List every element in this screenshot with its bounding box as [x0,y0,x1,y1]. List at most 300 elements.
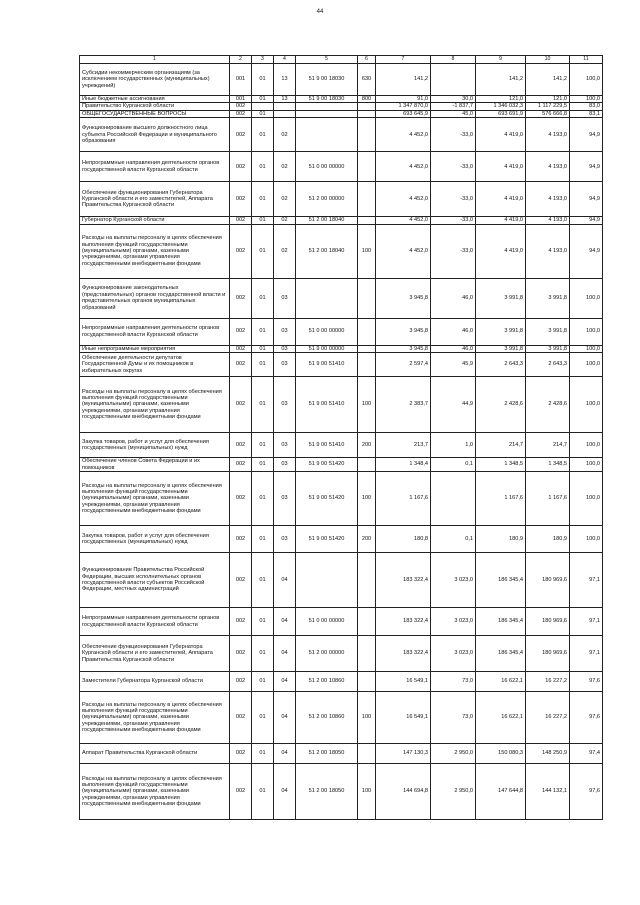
target-article-code: 51 9 00 51420 [296,526,358,553]
row-name: Непрограммные направления деятельности органов государственной власти Курганской области [80,152,230,182]
table-row [80,96,603,103]
executed-amount: 148 250,9 [526,744,570,764]
execution-percent: 100,0 [570,64,603,96]
execution-percent: 100,0 [570,345,603,352]
column-number: 7 [376,56,431,64]
target-article-code: 51 9 00 51410 [296,433,358,458]
table-row [80,152,603,182]
updated-plan: 4 419,0 [476,118,526,152]
subsection-code: 04 [274,608,296,636]
ministry-code: 002 [230,110,252,117]
execution-percent: 83,0 [570,103,603,110]
updated-plan: 4 419,0 [476,217,526,224]
subsection-code: 03 [274,472,296,526]
section-code: 01 [252,526,274,553]
change-amount: 3 023,0 [431,608,476,636]
approved-amount: 213,7 [376,433,431,458]
executed-amount: 1 348,5 [526,458,570,472]
approved-amount: 183 322,4 [376,553,431,608]
updated-plan: 693 691,9 [476,110,526,117]
table-row [80,526,603,553]
change-amount: 3 023,0 [431,636,476,672]
approved-amount: 4 452,0 [376,217,431,224]
row-name: Губернатор Курганской области [80,217,230,224]
updated-plan: 16 622,1 [476,672,526,692]
executed-amount: 180 969,6 [526,608,570,636]
table-row [80,553,603,608]
ministry-code: 002 [230,118,252,152]
section-code: 01 [252,458,274,472]
table-row [80,103,603,110]
ministry-code: 002 [230,182,252,217]
subsection-code: 03 [274,345,296,352]
expense-type-code: 100 [358,377,376,433]
expense-type-code: 200 [358,433,376,458]
expense-type-code [358,217,376,224]
section-code: 01 [252,96,274,103]
section-code: 01 [252,353,274,377]
expense-type-code [358,345,376,352]
column-number: 10 [526,56,570,64]
execution-percent: 83,1 [570,110,603,117]
subsection-code: 03 [274,318,296,345]
updated-plan: 16 622,1 [476,692,526,744]
row-name: Функционирование законодательных (представительных) органов государственной власти и представительных органов муниципальных образований [80,278,230,318]
ministry-code: 002 [230,278,252,318]
executed-amount: 3 991,8 [526,318,570,345]
subsection-code: 03 [274,278,296,318]
execution-percent: 100,0 [570,472,603,526]
section-code: 01 [252,318,274,345]
execution-percent: 97,1 [570,636,603,672]
column-number: 3 [252,56,274,64]
subsection-code [274,110,296,117]
execution-percent: 94,9 [570,182,603,217]
change-amount: 30,0 [431,96,476,103]
ministry-code: 002 [230,744,252,764]
change-amount: 46,0 [431,278,476,318]
target-article-code: 51 2 00 00000 [296,182,358,217]
updated-plan: 3 991,8 [476,278,526,318]
approved-amount: 1 348,4 [376,458,431,472]
execution-percent: 100,0 [570,458,603,472]
approved-amount: 141,2 [376,64,431,96]
row-name: Обеспечение членов Совета Федерации и их помощников [80,458,230,472]
table-row [80,458,603,472]
change-amount: 45,9 [431,353,476,377]
target-article-code: 51 9 00 51420 [296,458,358,472]
subsection-code: 04 [274,744,296,764]
change-amount: 0,1 [431,526,476,553]
execution-percent: 97,6 [570,672,603,692]
expense-type-code: 800 [358,96,376,103]
approved-amount: 2 383,7 [376,377,431,433]
section-code: 01 [252,64,274,96]
updated-plan: 180,9 [476,526,526,553]
target-article-code [296,553,358,608]
approved-amount: 2 597,4 [376,353,431,377]
column-number: 11 [570,56,603,64]
execution-percent: 97,4 [570,744,603,764]
ministry-code: 002 [230,636,252,672]
executed-amount: 16 227,2 [526,692,570,744]
row-name: Расходы на выплаты персоналу в целях обеспечения выполнения функций государственными (муниципальными) органами, казенными учреждениями, органами управления государственными внебюджетными фондами [80,224,230,278]
expense-type-code: 100 [358,764,376,820]
ministry-code: 001 [230,64,252,96]
ministry-code: 002 [230,224,252,278]
target-article-code: 51 0 00 00000 [296,608,358,636]
section-code: 01 [252,764,274,820]
table-row [80,744,603,764]
row-name: Правительство Курганской области [80,103,230,110]
subsection-code: 02 [274,182,296,217]
change-amount: -1 837,7 [431,103,476,110]
execution-percent: 100,0 [570,526,603,553]
budget-execution-table [79,55,603,820]
row-name: Непрограммные направления деятельности органов государственной власти Курганской области [80,608,230,636]
row-name: Закупка товаров, работ и услуг для обеспечения государственных (муниципальных) нужд [80,433,230,458]
target-article-code: 51 2 00 10860 [296,692,358,744]
ministry-code: 001 [230,96,252,103]
expense-type-code [358,553,376,608]
expense-type-code [358,110,376,117]
target-article-code: 51 0 00 00000 [296,318,358,345]
subsection-code: 04 [274,672,296,692]
execution-percent: 94,9 [570,118,603,152]
approved-amount: 1 167,6 [376,472,431,526]
table-row [80,636,603,672]
row-name: Обеспечение функционирования Губернатора Курганской области и его заместителей, Аппарата Правительства Курганской области [80,182,230,217]
section-code: 01 [252,278,274,318]
target-article-code: 51 9 00 18030 [296,96,358,103]
expense-type-code [358,458,376,472]
subsection-code: 02 [274,118,296,152]
subsection-code: 03 [274,377,296,433]
section-code [252,103,274,110]
execution-percent: 97,6 [570,692,603,744]
updated-plan: 150 080,3 [476,744,526,764]
expense-type-code [358,182,376,217]
execution-percent: 97,6 [570,764,603,820]
updated-plan: 186 345,4 [476,608,526,636]
section-code: 01 [252,182,274,217]
executed-amount: 4 193,0 [526,182,570,217]
updated-plan: 4 419,0 [476,224,526,278]
updated-plan: 121,0 [476,96,526,103]
approved-amount: 3 945,8 [376,318,431,345]
ministry-code: 002 [230,672,252,692]
subsection-code: 13 [274,96,296,103]
expense-type-code [358,636,376,672]
table-row [80,608,603,636]
section-code: 01 [252,472,274,526]
execution-percent: 94,9 [570,152,603,182]
change-amount: 73,0 [431,672,476,692]
expense-type-code [358,278,376,318]
execution-percent: 100,0 [570,353,603,377]
updated-plan: 186 345,4 [476,553,526,608]
change-amount: -33,0 [431,118,476,152]
table-row [80,692,603,744]
section-code: 01 [252,224,274,278]
target-article-code [296,103,358,110]
target-article-code: 51 9 00 51410 [296,353,358,377]
subsection-code: 04 [274,764,296,820]
approved-amount: 4 452,0 [376,182,431,217]
change-amount: -33,0 [431,217,476,224]
executed-amount: 180 969,6 [526,553,570,608]
approved-amount: 183 322,4 [376,636,431,672]
change-amount: 0,1 [431,458,476,472]
row-name: Обеспечение деятельности депутатов Государственной Думы и их помощников в избирательных округах [80,353,230,377]
column-number: 1 [80,56,230,64]
expense-type-code [358,152,376,182]
subsection-code: 13 [274,64,296,96]
column-number: 4 [274,56,296,64]
section-code: 01 [252,152,274,182]
target-article-code: 51 2 00 18040 [296,224,358,278]
row-name: Субсидии некоммерческим организациям (за исключением государственных (муниципальных) учреждений) [80,64,230,96]
table-row [80,217,603,224]
section-code: 01 [252,110,274,117]
ministry-code: 002 [230,553,252,608]
table-row [80,377,603,433]
execution-percent: 94,9 [570,217,603,224]
executed-amount: 4 193,0 [526,224,570,278]
expense-type-code: 630 [358,64,376,96]
table-row [80,472,603,526]
section-code: 01 [252,608,274,636]
approved-amount: 4 452,0 [376,118,431,152]
subsection-code: 04 [274,553,296,608]
expense-type-code [358,672,376,692]
expense-type-code: 100 [358,472,376,526]
column-number-header [80,56,603,64]
executed-amount: 144 132,1 [526,764,570,820]
table-row [80,182,603,217]
row-name: ОБЩЕГОСУДАРСТВЕННЫЕ ВОПРОСЫ [80,110,230,117]
executed-amount: 2 428,6 [526,377,570,433]
column-number: 5 [296,56,358,64]
column-number: 8 [431,56,476,64]
approved-amount: 1 347 870,0 [376,103,431,110]
execution-percent: 100,0 [570,318,603,345]
updated-plan: 1 346 032,3 [476,103,526,110]
execution-percent: 94,9 [570,224,603,278]
row-name: Заместители Губернатора Курганской области [80,672,230,692]
change-amount: 45,0 [431,110,476,117]
target-article-code: 51 9 00 18030 [296,64,358,96]
executed-amount: 4 193,0 [526,118,570,152]
change-amount: 3 023,0 [431,553,476,608]
change-amount: -33,0 [431,224,476,278]
target-article-code: 51 9 00 51420 [296,472,358,526]
table-row [80,278,603,318]
subsection-code: 04 [274,692,296,744]
updated-plan: 3 991,8 [476,318,526,345]
ministry-code: 002 [230,433,252,458]
page-number: 44 [316,9,324,15]
row-name: Обеспечение функционирования Губернатора Курганской области и его заместителей, Аппарата Правительства Курганской области [80,636,230,672]
updated-plan: 2 643,3 [476,353,526,377]
change-amount: 1,0 [431,433,476,458]
updated-plan: 4 419,0 [476,152,526,182]
execution-percent: 97,1 [570,608,603,636]
approved-amount: 180,8 [376,526,431,553]
row-name: Расходы на выплаты персоналу в целях обеспечения выполнения функций государственными (муниципальными) органами, казенными учреждениями, органами управления государственными внебюджетными фондами [80,764,230,820]
subsection-code: 03 [274,526,296,553]
approved-amount: 4 452,0 [376,152,431,182]
ministry-code: 002 [230,764,252,820]
approved-amount: 183 322,4 [376,608,431,636]
updated-plan: 1 348,5 [476,458,526,472]
approved-amount: 16 549,1 [376,672,431,692]
expense-type-code: 100 [358,224,376,278]
section-code: 01 [252,433,274,458]
ministry-code: 002 [230,472,252,526]
change-amount: 44,9 [431,377,476,433]
table-row [80,318,603,345]
section-code: 01 [252,118,274,152]
ministry-code: 002 [230,377,252,433]
executed-amount: 141,2 [526,64,570,96]
expense-type-code [358,118,376,152]
change-amount: 46,0 [431,318,476,345]
ministry-code: 002 [230,318,252,345]
expense-type-code: 100 [358,692,376,744]
ministry-code: 002 [230,345,252,352]
approved-amount: 144 694,8 [376,764,431,820]
section-code: 01 [252,744,274,764]
updated-plan: 141,2 [476,64,526,96]
target-article-code: 51 9 00 00000 [296,345,358,352]
executed-amount: 121,0 [526,96,570,103]
subsection-code: 04 [274,636,296,672]
approved-amount: 693 645,9 [376,110,431,117]
section-code: 01 [252,345,274,352]
section-code: 01 [252,377,274,433]
table-row [80,64,603,96]
updated-plan: 186 345,4 [476,636,526,672]
target-article-code: 51 2 00 10860 [296,672,358,692]
change-amount: -33,0 [431,152,476,182]
table-row [80,118,603,152]
expense-type-code [358,318,376,345]
section-code: 01 [252,636,274,672]
execution-percent: 100,0 [570,278,603,318]
ministry-code: 002 [230,152,252,182]
table-row [80,224,603,278]
change-amount [431,472,476,526]
executed-amount: 214,7 [526,433,570,458]
row-name: Закупка товаров, работ и услуг для обеспечения государственных (муниципальных) нужд [80,526,230,553]
executed-amount: 3 991,8 [526,278,570,318]
expense-type-code: 200 [358,526,376,553]
table-row [80,110,603,117]
table-row [80,433,603,458]
row-name: Расходы на выплаты персоналу в целях обеспечения выполнения функций государственными (муниципальными) органами, казенными учреждениями, органами управления государственными внебюджетными фондами [80,377,230,433]
row-name: Функционирование высшего должностного лица субъекта Российской Федерации и муниципального образования [80,118,230,152]
table-row [80,764,603,820]
ministry-code: 002 [230,353,252,377]
subsection-code: 02 [274,217,296,224]
row-name: Иные непрограммные мероприятия [80,345,230,352]
change-amount: 46,0 [431,345,476,352]
target-article-code [296,278,358,318]
expense-type-code [358,608,376,636]
execution-percent: 100,0 [570,96,603,103]
ministry-code: 002 [230,608,252,636]
updated-plan: 214,7 [476,433,526,458]
subsection-code: 03 [274,353,296,377]
table-row [80,353,603,377]
target-article-code: 51 2 00 18050 [296,744,358,764]
executed-amount: 4 193,0 [526,152,570,182]
row-name: Функционирование Правительства Российской Федерации, высших исполнительных органов государственной власти субъектов Российской Федерации, местных администраций [80,553,230,608]
change-amount: 2 950,0 [431,764,476,820]
column-number: 2 [230,56,252,64]
approved-amount: 147 130,3 [376,744,431,764]
target-article-code: 51 0 00 00000 [296,152,358,182]
ministry-code: 002 [230,103,252,110]
execution-percent: 100,0 [570,377,603,433]
target-article-code [296,118,358,152]
target-article-code: 51 2 00 18050 [296,764,358,820]
column-number: 9 [476,56,526,64]
change-amount: -33,0 [431,182,476,217]
updated-plan: 147 644,8 [476,764,526,820]
table-row [80,345,603,352]
subsection-code: 02 [274,224,296,278]
change-amount: 73,0 [431,692,476,744]
row-name: Расходы на выплаты персоналу в целях обеспечения выполнения функций государственными (муниципальными) органами, казенными учреждениями, органами управления государственными внебюджетными фондами [80,692,230,744]
row-name: Непрограммные направления деятельности органов государственной власти Курганской области [80,318,230,345]
execution-percent: 97,1 [570,553,603,608]
executed-amount: 4 193,0 [526,217,570,224]
subsection-code: 03 [274,458,296,472]
executed-amount: 180 969,6 [526,636,570,672]
change-amount: 2 950,0 [431,744,476,764]
updated-plan: 1 167,6 [476,472,526,526]
section-code: 01 [252,672,274,692]
target-article-code: 51 9 00 51410 [296,377,358,433]
approved-amount: 4 452,0 [376,224,431,278]
approved-amount: 3 945,8 [376,278,431,318]
target-article-code: 51 2 00 00000 [296,636,358,672]
ministry-code: 002 [230,217,252,224]
change-amount [431,64,476,96]
target-article-code: 51 2 00 18040 [296,217,358,224]
executed-amount: 3 991,8 [526,345,570,352]
executed-amount: 2 643,3 [526,353,570,377]
subsection-code: 02 [274,152,296,182]
expense-type-code [358,744,376,764]
target-article-code [296,110,358,117]
expense-type-code [358,103,376,110]
section-code: 01 [252,553,274,608]
executed-amount: 1 167,6 [526,472,570,526]
ministry-code: 002 [230,526,252,553]
execution-percent: 100,0 [570,433,603,458]
approved-amount: 91,0 [376,96,431,103]
ministry-code: 002 [230,692,252,744]
row-name: Иные бюджетные ассигнования [80,96,230,103]
subsection-code [274,103,296,110]
executed-amount: 1 117 229,5 [526,103,570,110]
ministry-code: 002 [230,458,252,472]
expense-type-code [358,353,376,377]
executed-amount: 576 666,8 [526,110,570,117]
